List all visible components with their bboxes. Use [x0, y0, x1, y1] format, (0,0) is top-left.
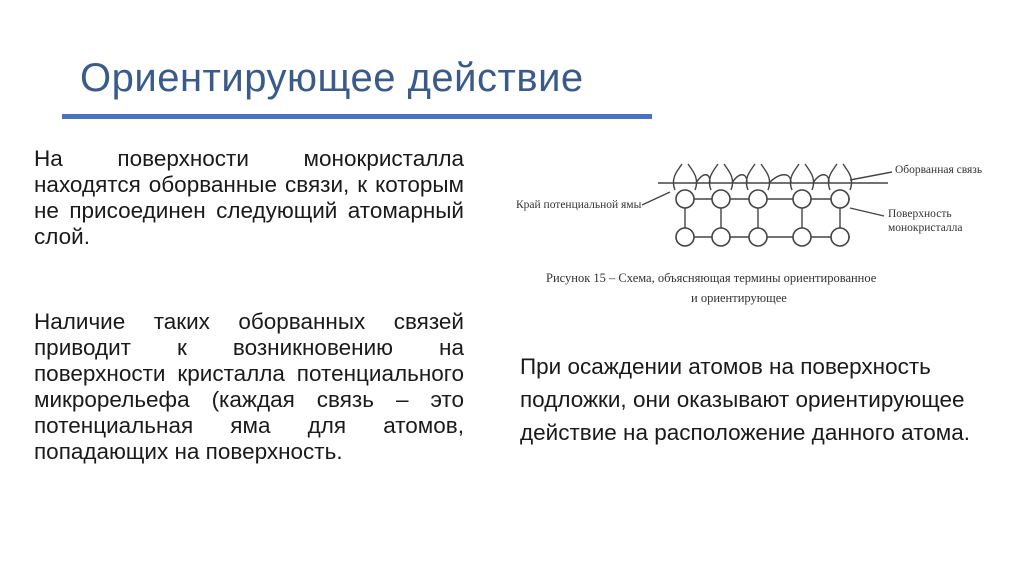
slide-title: Ориентирующее действие: [80, 56, 584, 100]
atom: [793, 228, 811, 246]
caption-line-2: и ориентирующее: [691, 291, 787, 305]
crystal-surface-figure: [510, 150, 1000, 320]
atom: [712, 228, 730, 246]
atom: [831, 190, 849, 208]
caption-line-1: Рисунок 15 – Схема, объясняющая термины ориентированное: [546, 271, 877, 285]
paragraph-potential-relief: Наличие таких оборванных связей приводит к возникновению на поверхности кристалла потенциального микрорельефа (каждая связь – это потенциальная яма для атомов, попадающих на поверхность.: [34, 309, 464, 464]
title-underline: [62, 114, 652, 119]
paragraph-orienting-action: При осаждении атомов на поверхность подложки, они оказывают ориентирующее действие на расположение данного атома.: [520, 354, 970, 445]
label-well-edge: Край потенциальной ямы: [516, 199, 642, 211]
atom: [793, 190, 811, 208]
figure-caption: [546, 268, 986, 308]
paragraph-broken-bonds: На поверхности монокристалла находятся оборванные связи, к которым не присоединен следующий атомарный слой.: [34, 146, 464, 249]
atom: [712, 190, 730, 208]
atom: [831, 228, 849, 246]
atom: [676, 190, 694, 208]
label-surface-line1: Поверхность: [888, 208, 952, 220]
label-broken-bond: Оборванная связь: [895, 164, 983, 176]
atom: [749, 190, 767, 208]
atom: [676, 228, 694, 246]
atom: [749, 228, 767, 246]
label-surface-line2: монокристалла: [888, 222, 963, 234]
